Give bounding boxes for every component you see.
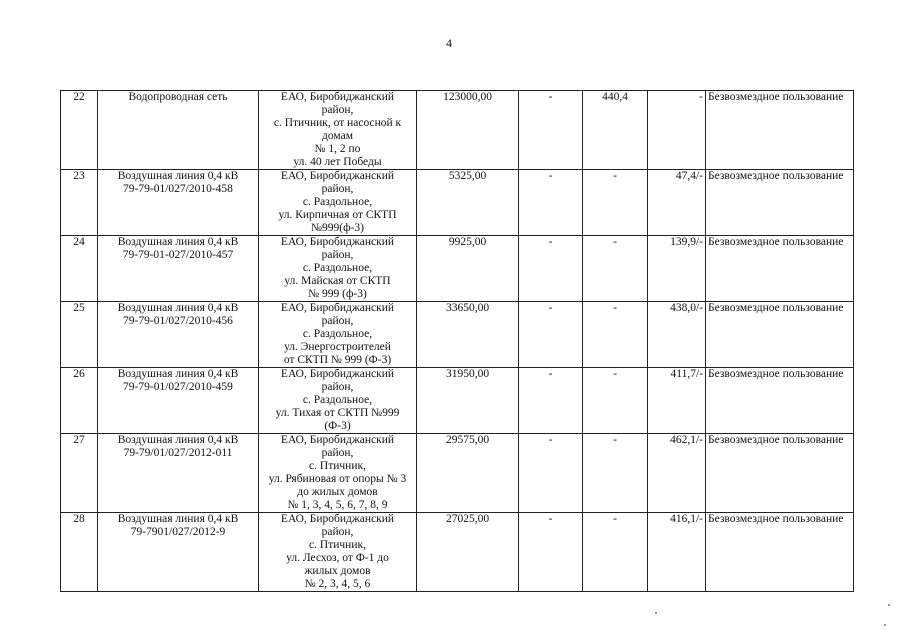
- column-b-value: -: [583, 513, 648, 592]
- object-address: [259, 236, 417, 302]
- usage-type: Безвозмездное пользование: [706, 513, 854, 592]
- object-name-line: Воздушная линия 0,4 кВ: [117, 236, 239, 248]
- address-line: с. Раздольное,: [302, 394, 373, 406]
- object-address: [259, 170, 417, 236]
- column-b-value: -: [583, 368, 648, 434]
- object-address: [259, 91, 417, 170]
- address-line: с. Птичник,: [309, 539, 366, 551]
- address-line: № 1, 2 по: [314, 143, 361, 155]
- address-line: ул. Тихая от СКТП №999: [275, 407, 400, 419]
- usage-type: Безвозмездное пользование: [706, 91, 854, 170]
- table-row: [61, 91, 854, 170]
- object-name: [98, 434, 259, 513]
- row-number: 24: [61, 236, 98, 302]
- column-b-value: -: [583, 302, 648, 368]
- column-a-value: -: [519, 513, 583, 592]
- address-line: ул. Кирпичная от СКТП: [278, 209, 397, 221]
- object-address: [259, 368, 417, 434]
- table-row: [61, 434, 854, 513]
- address-line: ул. 40 лет Победы: [293, 156, 382, 168]
- address-line: с. Раздольное,: [302, 328, 373, 340]
- cost-value: 33650,00: [417, 302, 519, 368]
- object-name-line: Воздушная линия 0,4 кВ: [117, 302, 239, 314]
- object-name-line: 79-7901/027/2012-9: [130, 526, 226, 538]
- address-line: район,: [321, 526, 354, 538]
- object-name-line: Воздушная линия 0,4 кВ: [117, 513, 239, 525]
- cost-value: 123000,00: [417, 91, 519, 170]
- cost-value: 31950,00: [417, 368, 519, 434]
- column-c-value: 411,7/-: [648, 368, 706, 434]
- object-name-line: 79-79-01-027/2010-457: [122, 249, 234, 261]
- cost-value: 29575,00: [417, 434, 519, 513]
- row-number: 26: [61, 368, 98, 434]
- table-row: [61, 236, 854, 302]
- address-line: ЕАО, Биробиджанский: [280, 170, 395, 182]
- cost-value: 9925,00: [417, 236, 519, 302]
- address-line: ЕАО, Биробиджанский: [280, 91, 395, 103]
- address-line: с. Раздольное,: [302, 196, 373, 208]
- object-name-line: 79-79-01/027/2010-458: [123, 183, 233, 195]
- address-line: ул. Майская от СКТП: [284, 275, 391, 287]
- address-line: с. Раздольное,: [302, 262, 373, 274]
- address-line: ул. Лесхоз, от Ф-1 до: [286, 552, 389, 564]
- address-line: № 999 (ф-3): [308, 288, 367, 300]
- object-name-line: Воздушная линия 0,4 кВ: [117, 434, 239, 446]
- row-number: 25: [61, 302, 98, 368]
- row-number: 23: [61, 170, 98, 236]
- usage-type: Безвозмездное пользование: [706, 302, 854, 368]
- object-address: [259, 302, 417, 368]
- address-line: от СКТП № 999 (Ф-3): [283, 354, 392, 366]
- scan-speck: [655, 612, 657, 614]
- cost-value: 27025,00: [417, 513, 519, 592]
- object-name-line: Водопроводная сеть: [128, 91, 228, 103]
- table-row: [61, 368, 854, 434]
- address-line: район,: [321, 315, 354, 327]
- address-line: домам: [322, 130, 353, 142]
- address-line: район,: [321, 447, 354, 459]
- address-line: ЕАО, Биробиджанский: [280, 302, 395, 314]
- column-a-value: -: [519, 170, 583, 236]
- table-row: [61, 302, 854, 368]
- object-name-line: 79-79-01/027/2010-459: [123, 381, 233, 393]
- column-a-value: -: [519, 91, 583, 170]
- address-line: жилых домов: [304, 565, 371, 577]
- column-c-value: 416,1/-: [648, 513, 706, 592]
- address-line: район,: [321, 249, 354, 261]
- column-c-value: 462,1/-: [648, 434, 706, 513]
- address-line: ул. Энергостроителей: [284, 341, 391, 353]
- object-name: [98, 91, 259, 170]
- usage-type: Безвозмездное пользование: [706, 236, 854, 302]
- scan-speck: [888, 604, 890, 606]
- cost-value: 5325,00: [417, 170, 519, 236]
- address-line: ЕАО, Биробиджанский: [280, 434, 395, 446]
- usage-type: Безвозмездное пользование: [706, 170, 854, 236]
- object-address: [259, 513, 417, 592]
- object-name: [98, 302, 259, 368]
- address-line: №999(ф-3): [311, 222, 364, 234]
- address-line: ул. Рябиновая от опоры № 3: [268, 473, 407, 485]
- address-line: район,: [321, 183, 354, 195]
- column-b-value: -: [583, 434, 648, 513]
- address-line: район,: [321, 104, 354, 116]
- object-name: [98, 368, 259, 434]
- column-a-value: -: [519, 434, 583, 513]
- column-a-value: -: [519, 302, 583, 368]
- column-b-value: -: [583, 236, 648, 302]
- address-line: ЕАО, Биробиджанский: [280, 236, 395, 248]
- table-row: [61, 513, 854, 592]
- address-line: № 2, 3, 4, 5, 6: [304, 578, 371, 590]
- column-c-value: 438,0/-: [648, 302, 706, 368]
- usage-type: Безвозмездное пользование: [706, 368, 854, 434]
- row-number: 27: [61, 434, 98, 513]
- column-c-value: 139,9/-: [648, 236, 706, 302]
- table-body: [61, 91, 854, 592]
- property-registry-table: [60, 90, 854, 592]
- column-c-value: 47,4/-: [648, 170, 706, 236]
- page-number: 4: [446, 36, 452, 50]
- address-line: с. Птичник, от насосной к: [273, 117, 402, 129]
- column-a-value: -: [519, 368, 583, 434]
- object-name-line: Воздушная линия 0,4 кВ: [117, 170, 239, 182]
- object-name: [98, 170, 259, 236]
- table-row: [61, 170, 854, 236]
- address-line: № 1, 3, 4, 5, 6, 7, 8, 9: [287, 499, 388, 511]
- object-name-line: Воздушная линия 0,4 кВ: [117, 368, 239, 380]
- address-line: до жилых домов: [297, 486, 378, 498]
- address-line: район,: [321, 381, 354, 393]
- address-line: (Ф-3): [324, 420, 351, 432]
- object-name-line: 79-79-01/027/2010-456: [123, 315, 233, 327]
- row-number: 28: [61, 513, 98, 592]
- address-line: ЕАО, Биробиджанский: [280, 513, 395, 525]
- object-name: [98, 513, 259, 592]
- row-number: 22: [61, 91, 98, 170]
- column-b-value: 440,4: [583, 91, 648, 170]
- address-line: ЕАО, Биробиджанский: [280, 368, 395, 380]
- address-line: с. Птичник,: [309, 460, 366, 472]
- object-name-line: 79-79/01/027/2012-011: [123, 447, 233, 459]
- column-b-value: -: [583, 170, 648, 236]
- column-c-value: -: [648, 91, 706, 170]
- scan-speck: [884, 624, 886, 626]
- object-name: [98, 236, 259, 302]
- column-a-value: -: [519, 236, 583, 302]
- object-address: [259, 434, 417, 513]
- usage-type: Безвозмездное пользование: [706, 434, 854, 513]
